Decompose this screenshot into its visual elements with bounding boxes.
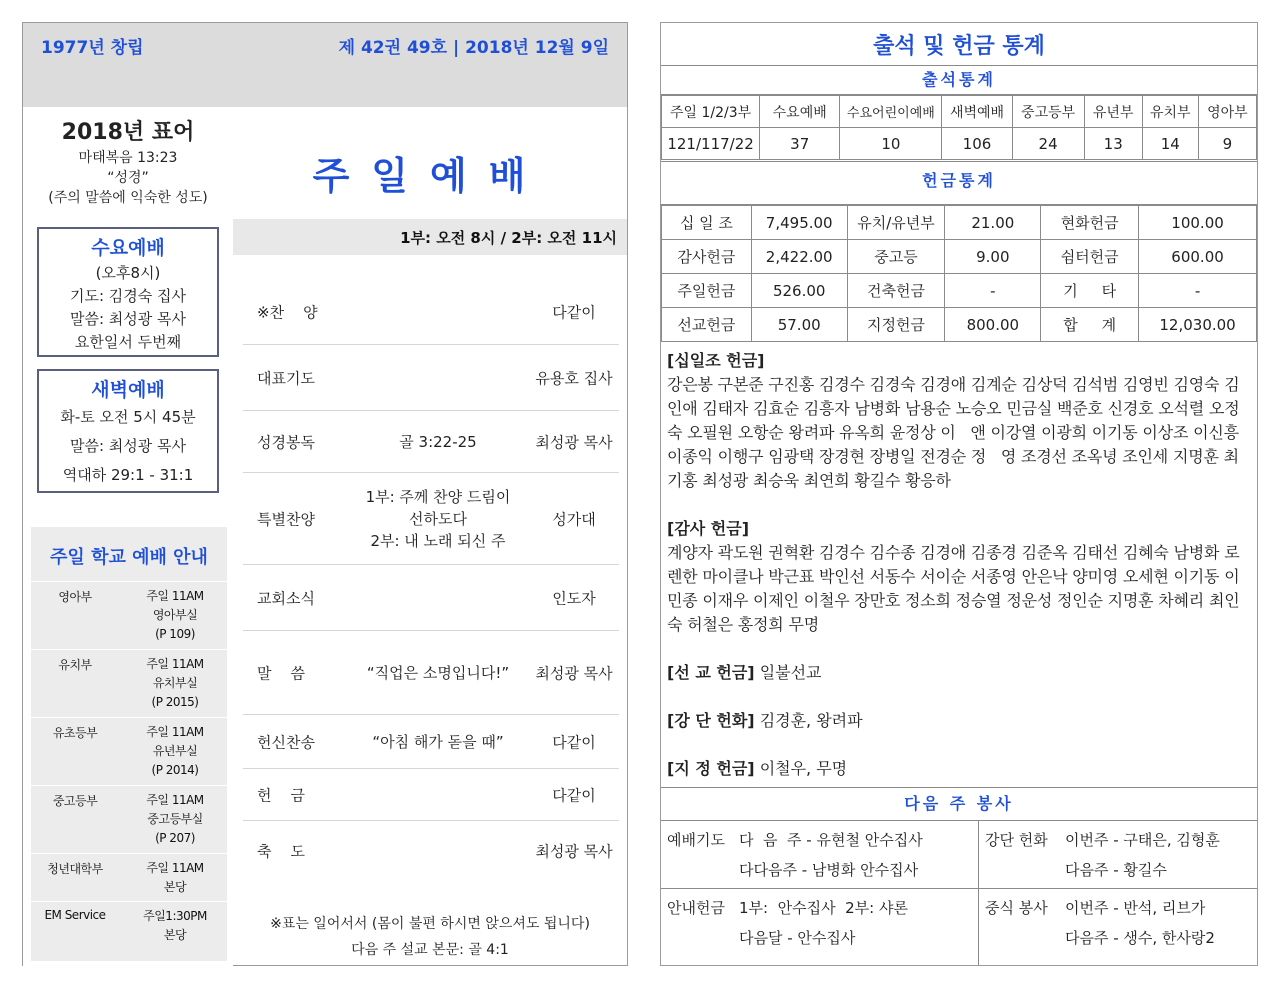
table-cell: 합 계 (1041, 308, 1139, 342)
order-detail: 골 3:22-25 (399, 432, 477, 451)
table-cell: 주일헌금 (662, 274, 752, 308)
flower-duty-next: 다음주 - 황길수 (1065, 861, 1167, 879)
school-dept: EM Service (44, 908, 106, 922)
order-leader: 최성광 목사 (535, 842, 613, 861)
school-row (31, 581, 227, 649)
stats-title-bar (661, 23, 1257, 65)
table-cell: 7,495.00 (751, 206, 847, 240)
table-cell: 선교헌금 (662, 308, 752, 342)
school-row (31, 649, 227, 717)
order-row (243, 631, 619, 715)
school-info (127, 587, 223, 644)
school-time: 주일 11AM (146, 793, 204, 807)
school-room-number: (P 2015) (151, 695, 199, 709)
order-row (243, 821, 619, 881)
wednesday-text: 요한일서 두번째 (74, 333, 182, 351)
order-label: 축 도 (257, 842, 306, 861)
table-cell: 감사헌금 (662, 240, 752, 274)
order-label: ※찬 양 (257, 303, 318, 321)
founded-year: 1977년 창립 (41, 38, 144, 58)
order-label: 교회소식 (257, 589, 315, 607)
prayer-duty-next: 다 음 주 - 유현철 안수집사 (739, 831, 923, 849)
stand-note: ※표는 일어서서 (몸이 불편 하시면 앉으셔도 됩니다) (270, 916, 590, 932)
school-room: 영아부실 (152, 608, 198, 622)
sunday-worship-title: 주일예배 (312, 154, 548, 198)
usher-duty-next: 다음달 - 안수집사 (739, 929, 856, 947)
order-label: 특별찬양 (257, 510, 315, 528)
dawn-service-title: 새벽예배 (91, 379, 165, 401)
thanks-list (667, 517, 1253, 637)
table-cell: 쉼터헌금 (1041, 240, 1139, 274)
sidebar (23, 107, 233, 966)
special-song-first-cont: 선하도다 (409, 509, 467, 528)
school-dept: 유초등부 (52, 726, 98, 740)
offering-row (662, 206, 1257, 240)
table-cell: 21.00 (945, 206, 1041, 240)
table-cell: 24 (1012, 128, 1084, 160)
offering-table (661, 205, 1257, 342)
next-sermon-text: 다음 주 설교 본문: 골 4:1 (351, 942, 509, 958)
bulletin-header (23, 23, 627, 107)
next-week-title: 다음 주 봉사 (904, 794, 1014, 813)
table-cell: 유치/유년부 (847, 206, 945, 240)
meal-duty-next: 다음주 - 생수, 한사랑2 (1065, 929, 1215, 947)
sunday-school-title: 주일 학교 예배 안내 (50, 547, 208, 568)
meal-duty-label: 중식 봉사 (985, 899, 1048, 917)
usher-duty-cell (661, 889, 979, 965)
table-cell: 건축헌금 (847, 274, 945, 308)
school-room: 유치부실 (152, 676, 198, 690)
attendance-title: 출석통계 (922, 70, 996, 89)
table-cell: - (1139, 274, 1257, 308)
flower-duty-cell (979, 821, 1257, 889)
order-label: 헌 금 (257, 786, 306, 804)
table-cell: 526.00 (751, 274, 847, 308)
designated-names: 이철우, 무명 (759, 759, 848, 778)
table-cell: 12,030.00 (1139, 308, 1257, 342)
usher-duty-label: 안내헌금 (667, 899, 725, 917)
dawn-time: 화-토 오전 5시 45분 (60, 408, 196, 426)
school-room-number: (P 2014) (151, 763, 199, 777)
special-song-first: 1부: 주께 찬양 드림이 (365, 487, 511, 506)
order-detail: “아침 해가 돋을 때” (372, 732, 504, 751)
order-leader: 성가대 (552, 510, 596, 528)
service-times: 1부: 오전 8시 / 2부: 오전 11시 (400, 229, 617, 247)
school-room: 본당 (163, 880, 187, 894)
wednesday-prayer: 기도: 김경숙 집사 (69, 287, 187, 305)
table-cell: 수요어린이예배 (840, 96, 942, 128)
table-cell: 9.00 (945, 240, 1041, 274)
table-cell: 영아부 (1198, 96, 1256, 128)
table-cell: 유년부 (1084, 96, 1142, 128)
order-detail (343, 486, 533, 552)
mission-names: 일불선교 (759, 663, 822, 682)
school-info (127, 859, 223, 897)
motto-title: 2018년 표어 (61, 120, 195, 145)
tithe-heading: [십일조 헌금] (667, 351, 765, 370)
table-cell: 2,422.00 (751, 240, 847, 274)
table-cell: 중고등 (847, 240, 945, 274)
meal-duty-this: 이번주 - 반석, 리브가 (1065, 899, 1206, 917)
school-dept: 유치부 (58, 658, 92, 672)
order-row (243, 411, 619, 473)
table-cell: 57.00 (751, 308, 847, 342)
meal-duty-cell (979, 889, 1257, 965)
mission-list (667, 661, 1253, 685)
order-leader: 다같이 (552, 733, 596, 751)
table-cell: 십 일 조 (662, 206, 752, 240)
motto-note: (주의 말씀에 익숙한 성도) (48, 190, 208, 206)
bulletin-right-page (660, 22, 1258, 966)
table-cell: 14 (1142, 128, 1198, 160)
service-times-bar (233, 219, 627, 255)
dawn-text: 역대하 29:1 - 31:1 (62, 466, 194, 484)
thanks-heading: [감사 헌금] (667, 519, 750, 538)
table-cell: - (945, 274, 1041, 308)
next-week-service (661, 787, 1257, 967)
school-time: 주일 11AM (146, 657, 204, 671)
order-leader: 유용호 집사 (535, 369, 613, 387)
prayer-duty-label: 예배기도 (667, 831, 725, 849)
school-row (31, 717, 227, 785)
offering-row (662, 274, 1257, 308)
usher-duty-this: 1부: 안수집사 2부: 샤론 (739, 899, 908, 917)
school-time: 주일1:30PM (143, 909, 207, 923)
bulletin-left-page (22, 22, 628, 966)
table-cell: 9 (1198, 128, 1256, 160)
offering-section-bar (661, 161, 1257, 205)
designated-list (667, 757, 1253, 781)
dawn-sermon: 말씀: 최성광 목사 (69, 437, 187, 455)
order-row (243, 715, 619, 769)
school-info (127, 655, 223, 712)
order-row (243, 473, 619, 565)
mission-heading: [선 교 헌금] (667, 663, 755, 682)
flower-heading: [강 단 헌화] (667, 711, 755, 730)
school-info (127, 907, 223, 945)
table-cell: 유치부 (1142, 96, 1198, 128)
sunday-worship-section (233, 107, 627, 966)
flower-list (667, 709, 1253, 733)
dawn-service-box (37, 369, 219, 493)
order-leader: 다같이 (552, 786, 596, 804)
issue-info: 제 42권 49호 | 2018년 12월 9일 (338, 38, 609, 58)
table-cell: 600.00 (1139, 240, 1257, 274)
order-leader: 다같이 (552, 303, 596, 321)
order-label: 성경봉독 (257, 433, 315, 451)
order-leader: 인도자 (552, 589, 596, 607)
offering-title: 헌금통계 (922, 171, 996, 190)
offering-row (662, 240, 1257, 274)
flower-duty-this: 이번주 - 구태은, 김형훈 (1065, 831, 1220, 849)
school-info (127, 723, 223, 780)
wednesday-service-box (37, 227, 219, 357)
order-leader: 최성광 목사 (535, 664, 613, 682)
school-row (31, 785, 227, 853)
attendance-value-row (662, 128, 1257, 160)
next-week-section-bar (661, 787, 1257, 821)
stats-title: 출석 및 헌금 통계 (873, 34, 1045, 59)
school-room: 본당 (163, 928, 187, 942)
table-cell: 수요예배 (760, 96, 840, 128)
order-label: 말 씀 (257, 664, 306, 682)
motto-word: “성경” (107, 170, 149, 186)
school-dept: 중고등부 (52, 794, 98, 808)
order-row (243, 769, 619, 821)
table-cell: 121/117/22 (662, 128, 760, 160)
attendance-table (661, 95, 1257, 160)
order-label: 대표기도 (257, 369, 315, 387)
wednesday-time: (오후8시) (95, 264, 161, 282)
school-dept: 청년대학부 (47, 862, 103, 876)
table-cell: 지정헌금 (847, 308, 945, 342)
table-cell: 새벽예배 (942, 96, 1012, 128)
tithe-list (667, 349, 1253, 493)
table-cell: 중고등부 (1012, 96, 1084, 128)
prayer-duty-after: 다다음주 - 남병화 안수집사 (739, 861, 919, 879)
flower-names: 김경훈, 왕려파 (759, 711, 863, 730)
school-row (31, 901, 227, 957)
flower-duty-label: 강단 헌화 (985, 831, 1048, 849)
wednesday-service-title: 수요예배 (91, 237, 165, 259)
school-room: 중고등부실 (147, 812, 203, 826)
table-cell: 13 (1084, 128, 1142, 160)
school-dept: 영아부 (58, 590, 92, 604)
motto-verse: 마태복음 13:23 (78, 150, 178, 166)
tithe-names: 강은봉 구본준 구진홍 김경수 김경숙 김경애 김계순 김상덕 김석범 김영빈 김영숙 김인애 김태자 김효순 김흥자 남병화 남용순 노승오 민금실 백준호 신경호 오석렬 오정숙 오필원 오항순 왕려파 유옥희 윤정상 이 앤 이강열 이광희 이기동 이상조 이신흥 이종익 이행구 임광택 장경현 장병일 전경순 정 영 조경선 조옥녕 조인세 지명훈 최기홍 최성광 최승욱 최연희 황길수 황응하 (667, 375, 1244, 490)
school-time: 주일 11AM (146, 589, 204, 603)
school-info (127, 791, 223, 848)
table-cell: 기 타 (1041, 274, 1139, 308)
table-cell: 800.00 (945, 308, 1041, 342)
school-room-number: (P 109) (155, 627, 195, 641)
thanks-names: 계양자 곽도원 권혁환 김경수 김수종 김경애 김종경 김준옥 김태선 김혜숙 남병화 로렌한 마이클나 박근표 박인선 서동수 서이순 서종영 안은낙 양미영 오세현 이기동 이민종 이재우 이제인 이철우 장만호 정소희 정승열 정운성 정인순 지명훈 차혜리 최인숙 허철은 홍정희 무명 (667, 543, 1240, 634)
attendance-section-bar (661, 65, 1257, 95)
order-leader: 최성광 목사 (535, 433, 613, 451)
table-cell: 주일 1/2/3부 (662, 96, 760, 128)
order-label: 헌신찬송 (257, 733, 315, 751)
wednesday-sermon: 말씀: 최성광 목사 (69, 310, 187, 328)
table-cell: 100.00 (1139, 206, 1257, 240)
table-cell: 106 (942, 128, 1012, 160)
school-time: 주일 11AM (146, 725, 204, 739)
table-cell: 현화헌금 (1041, 206, 1139, 240)
designated-heading: [지 정 헌금] (667, 759, 755, 778)
school-time: 주일 11AM (146, 861, 204, 875)
sunday-school-guide (31, 527, 227, 961)
table-cell: 10 (840, 128, 942, 160)
order-detail: “직업은 소명입니다!” (366, 663, 510, 682)
school-room: 유년부실 (152, 744, 198, 758)
offering-name-lists (667, 349, 1253, 781)
order-row (243, 565, 619, 631)
school-room-number: (P 207) (155, 831, 195, 845)
school-row (31, 853, 227, 901)
special-song-second: 2부: 내 노래 되신 주 (370, 531, 506, 550)
prayer-duty-cell (661, 821, 979, 889)
attendance-header-row (662, 96, 1257, 128)
offering-row (662, 308, 1257, 342)
order-row (243, 279, 619, 345)
table-cell: 37 (760, 128, 840, 160)
order-row (243, 345, 619, 411)
